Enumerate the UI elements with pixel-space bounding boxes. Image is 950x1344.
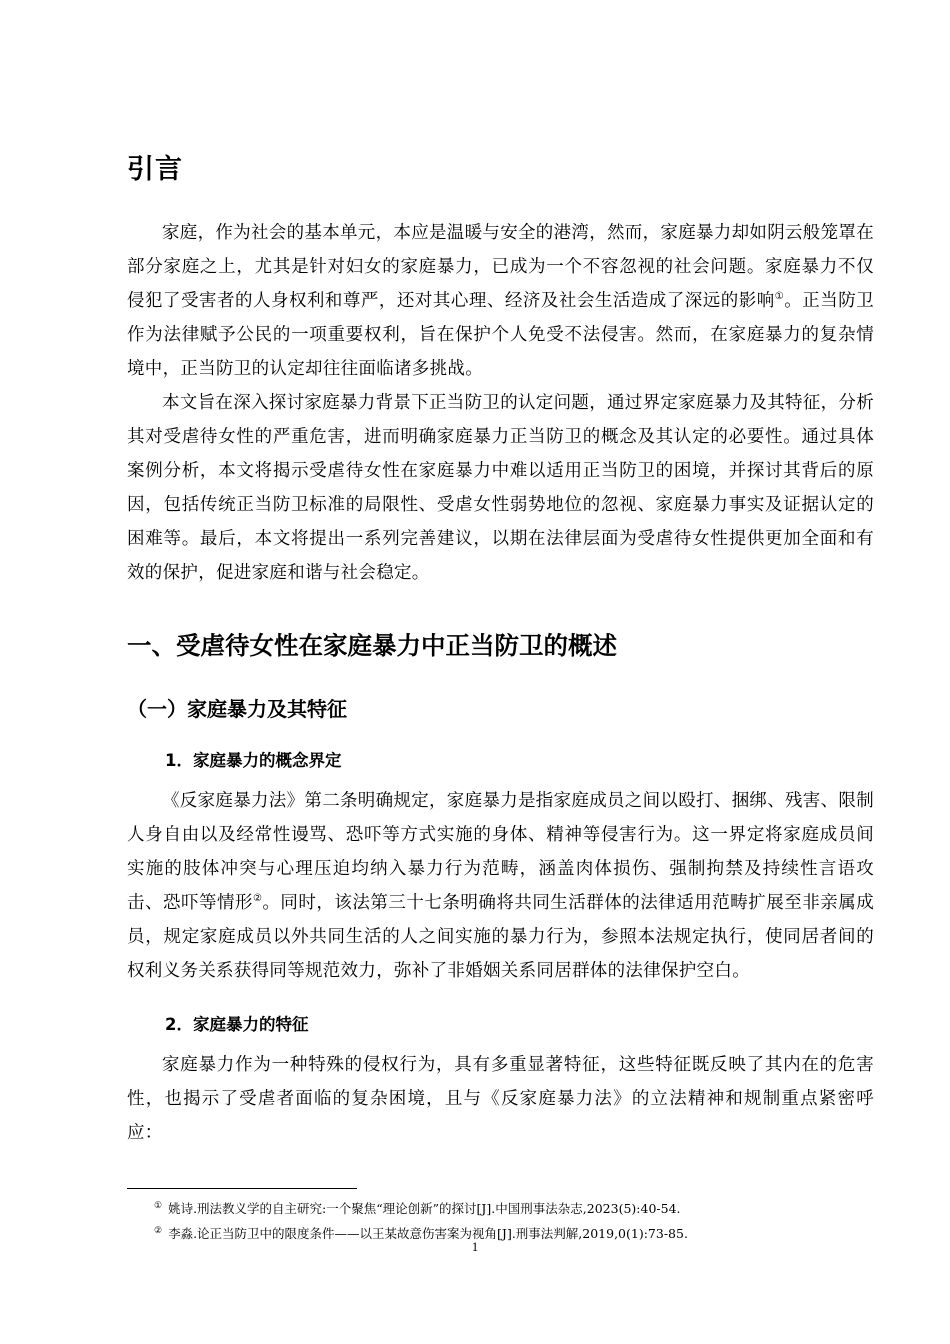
- item-1-paragraph: [127, 784, 874, 988]
- intro-paragraph-2: 本文旨在深入探讨家庭暴力背景下正当防卫的认定问题，通过界定家庭暴力及其特征，分析其对受虐待女性的严重危害，进而明确家庭暴力正当防卫的概念及其认定的必要性。通过具体案例分析，本文将揭示受虐待女性在家庭暴力中难以适用正当防卫的困境，并探讨其背后的原因，包括传统正当防卫标准的局限性、受虐女性弱势地位的忽视、家庭暴力事实及证据认定的困难等。最后，本文将提出一系列完善建议，以期在法律层面为受虐待女性提供更加全面和有效的保护，促进家庭和谐与社会稳定。: [127, 393, 874, 583]
- intro-heading: 引言: [127, 154, 183, 185]
- item-1-heading: 1．家庭暴力的概念界定: [165, 751, 342, 770]
- subsection-1-heading: （一）家庭暴力及其特征: [127, 697, 347, 721]
- item-2-heading: 2．家庭暴力的特征: [165, 1015, 309, 1034]
- item-1-text-b: 。同时，该法第三十七条明确将共同生活群体的法律适用范畴扩展至非亲属成员，规定家庭成员以外共同生活的人之间实施的暴力行为，参照本法规定执行，使同居者间的权利义务关系获得同等规范效力，弥补了非婚姻关系同居群体的法律保护空白。: [127, 893, 874, 981]
- footnote-separator: [127, 1188, 357, 1189]
- footnote-ref-2[interactable]: ②: [252, 893, 263, 905]
- section-1-heading: 一、受虐待女性在家庭暴力中正当防卫的概述: [127, 631, 617, 660]
- intro-paragraph-1: [127, 216, 874, 386]
- footnote-1-text: 姚诗.刑法教义学的自主研究:一个聚焦“理论创新”的探讨[J].中国刑事法杂志,2023(5):40-54.: [168, 1201, 681, 1217]
- body-content: [127, 150, 874, 1150]
- intro-p1-text-b: 。正当防卫作为法律赋予公民的一项重要权利，旨在保护个人免受不法侵害。然而，在家庭暴力的复杂情境中，正当防卫的认定却往往面临诸多挑战。: [127, 291, 875, 379]
- intro-p1-text-a: 家庭，作为社会的基本单元，本应是温暖与安全的港湾，然而，家庭暴力却如阴云般笼罩在部分家庭之上，尤其是针对妇女的家庭暴力，已成为一个不容忽视的社会问题。家庭暴力不仅侵犯了受害者的人身权利和尊严，还对其心理、经济及社会生活造成了深远的影响: [127, 223, 874, 311]
- item-1-text-a: 《反家庭暴力法》第二条明确规定，家庭暴力是指家庭成员之间以殴打、捆绑、残害、限制人身自由以及经常性谩骂、恐吓等方式实施的身体、精神等侵害行为。这一界定将家庭成员间实施的肢体冲突与心理压迫均纳入暴力行为范畴，涵盖肉体损伤、强制拘禁及持续性言语攻击、恐吓等情形: [127, 791, 874, 913]
- page-number: 1: [471, 1239, 479, 1254]
- footnote-2-mark: ②: [154, 1226, 163, 1236]
- footnote-ref-1[interactable]: ①: [774, 291, 785, 303]
- footnote-2-text: 李淼.论正当防卫中的限度条件——以王某故意伤害案为视角[J].刑事法判解,2019,0(1):73-85.: [168, 1226, 688, 1242]
- footnote-1: [154, 1197, 681, 1218]
- item-2-paragraph: 家庭暴力作为一种特殊的侵权行为，具有多重显著特征，这些特征既反映了其内在的危害性，也揭示了受虐者面临的复杂困境，且与《反家庭暴力法》的立法精神和规制重点紧密呼应：: [127, 1055, 874, 1143]
- footnote-1-mark: ①: [154, 1201, 163, 1211]
